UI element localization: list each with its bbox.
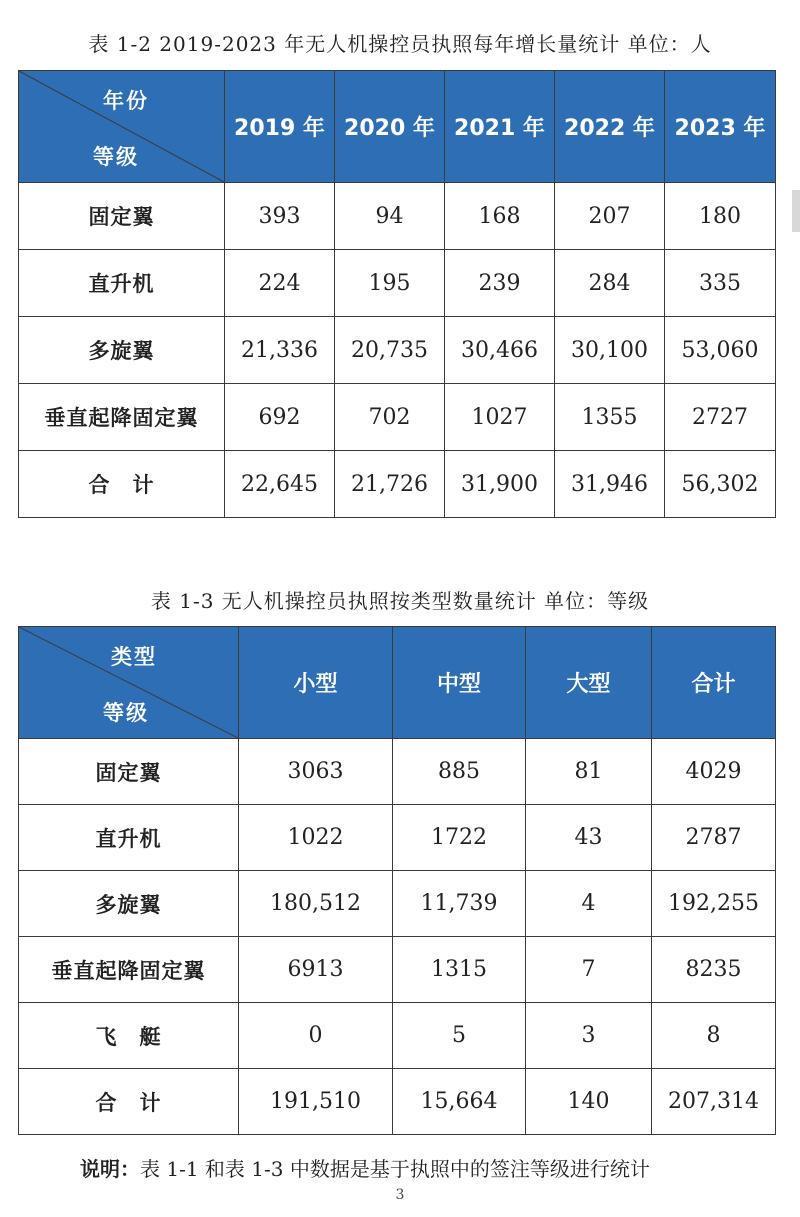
table-row [19, 805, 776, 871]
corner-bottom-label: 等级 [103, 701, 149, 725]
table-cell: 207 [555, 183, 665, 250]
table-cell: 94 [335, 183, 445, 250]
corner-header-cell [19, 71, 225, 183]
table-cell: 22,645 [225, 451, 335, 518]
table-cell: 4029 [652, 739, 776, 805]
table-cell: 30,100 [555, 317, 665, 384]
table-cell: 1355 [555, 384, 665, 451]
table-cell: 6913 [239, 937, 393, 1003]
corner-header-cell [19, 627, 239, 739]
table-total-row [19, 1069, 776, 1135]
row-label: 飞 艇 [19, 1003, 239, 1069]
table-cell: 31,900 [445, 451, 555, 518]
column-header: 2023 年 [665, 71, 776, 183]
table-cell: 0 [239, 1003, 393, 1069]
table-row [19, 317, 776, 384]
table-cell: 5 [393, 1003, 526, 1069]
column-header: 合计 [652, 627, 776, 739]
table-header-row [19, 71, 776, 183]
footnote-text: 表 1-1 和表 1-3 中数据是基于执照中的签注等级进行统计 [140, 1157, 650, 1181]
table-cell: 8 [652, 1003, 776, 1069]
row-label: 固定翼 [19, 739, 239, 805]
row-label: 垂直起降固定翼 [19, 384, 225, 451]
corner-top-label: 类型 [111, 645, 157, 669]
table-cell: 8235 [652, 937, 776, 1003]
row-label: 合 计 [19, 451, 225, 518]
table-row [19, 250, 776, 317]
table-header-row [19, 627, 776, 739]
column-header: 2021 年 [445, 71, 555, 183]
table-row [19, 183, 776, 250]
corner-bottom-label: 等级 [93, 145, 139, 169]
table-cell: 885 [393, 739, 526, 805]
table-cell: 1722 [393, 805, 526, 871]
table-cell: 1027 [445, 384, 555, 451]
table-cell: 168 [445, 183, 555, 250]
table-cell: 140 [526, 1069, 652, 1135]
table-cell: 11,739 [393, 871, 526, 937]
table-cell: 30,466 [445, 317, 555, 384]
table-cell: 3 [526, 1003, 652, 1069]
column-header: 2020 年 [335, 71, 445, 183]
table-cell: 191,510 [239, 1069, 393, 1135]
table-cell: 53,060 [665, 317, 776, 384]
table-cell: 224 [225, 250, 335, 317]
table-total-row [19, 451, 776, 518]
table-2-caption: 表 1-3 无人机操控员执照按类型数量统计 单位：等级 [150, 589, 650, 613]
table-cell: 335 [665, 250, 776, 317]
table-cell: 1022 [239, 805, 393, 871]
table-cell: 195 [335, 250, 445, 317]
table-row [19, 937, 776, 1003]
table-cell: 7 [526, 937, 652, 1003]
table-cell: 3063 [239, 739, 393, 805]
table-cell: 81 [526, 739, 652, 805]
table-1-caption: 表 1-2 2019-2023 年无人机操控员执照每年增长量统计 单位：人 [88, 32, 712, 56]
table-row [19, 739, 776, 805]
table-cell: 702 [335, 384, 445, 451]
table-cell: 43 [526, 805, 652, 871]
table-row [19, 384, 776, 451]
page-number: 3 [395, 1187, 405, 1203]
scroll-edge-marker [792, 190, 800, 232]
table-cell: 180 [665, 183, 776, 250]
table-cell: 21,726 [335, 451, 445, 518]
row-label: 垂直起降固定翼 [19, 937, 239, 1003]
column-header: 中型 [393, 627, 526, 739]
table-cell: 15,664 [393, 1069, 526, 1135]
table-cell: 393 [225, 183, 335, 250]
table-cell: 1315 [393, 937, 526, 1003]
table-cell: 2727 [665, 384, 776, 451]
table-cell: 239 [445, 250, 555, 317]
row-label: 多旋翼 [19, 317, 225, 384]
column-header: 大型 [526, 627, 652, 739]
footnote [80, 1153, 650, 1182]
table-cell: 692 [225, 384, 335, 451]
table-cell: 284 [555, 250, 665, 317]
table-row [19, 1003, 776, 1069]
row-label: 固定翼 [19, 183, 225, 250]
license-type-table [18, 626, 776, 1135]
column-header: 2022 年 [555, 71, 665, 183]
footnote-prefix: 说明： [80, 1157, 140, 1181]
table-cell: 4 [526, 871, 652, 937]
license-growth-table [18, 70, 776, 518]
column-header: 2019 年 [225, 71, 335, 183]
table-cell: 20,735 [335, 317, 445, 384]
row-label: 多旋翼 [19, 871, 239, 937]
table-cell: 180,512 [239, 871, 393, 937]
table-cell: 207,314 [652, 1069, 776, 1135]
table-cell: 56,302 [665, 451, 776, 518]
table-cell: 31,946 [555, 451, 665, 518]
row-label: 直升机 [19, 805, 239, 871]
table-cell: 2787 [652, 805, 776, 871]
table-row [19, 871, 776, 937]
row-label: 合 计 [19, 1069, 239, 1135]
corner-top-label: 年份 [103, 89, 149, 113]
table-cell: 21,336 [225, 317, 335, 384]
column-header: 小型 [239, 627, 393, 739]
row-label: 直升机 [19, 250, 225, 317]
table-cell: 192,255 [652, 871, 776, 937]
